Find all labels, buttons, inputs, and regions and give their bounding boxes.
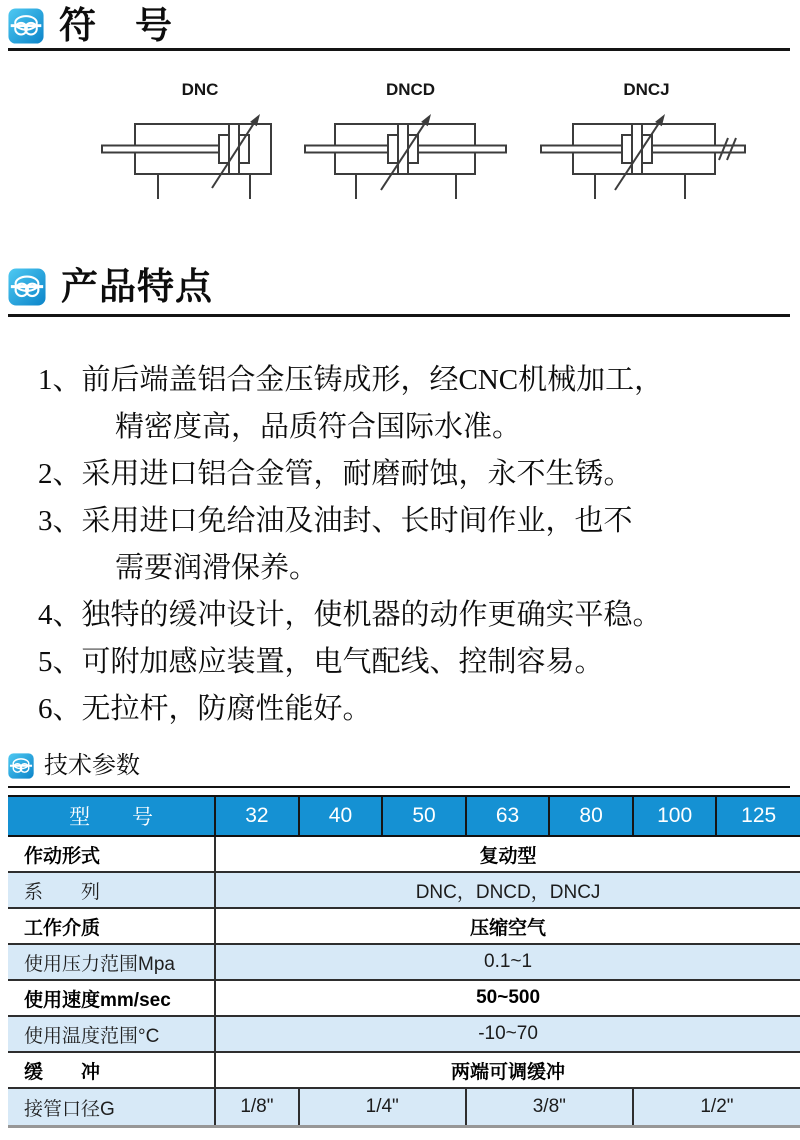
table-row xyxy=(8,908,800,944)
section-header-symbol xyxy=(8,4,790,51)
spec-row-value: 0.1~1 xyxy=(215,944,800,980)
table-row xyxy=(8,872,800,908)
brand-logo-icon xyxy=(8,753,34,779)
feature-text: 前后端盖铝合金压铸成形，经CNC机械加工， xyxy=(81,364,664,396)
spec-row-value: 复动型 xyxy=(215,836,800,872)
feature-text-continued: 精密度高，品质符合国际水准。 xyxy=(115,411,522,443)
column-header-model: 型 号 xyxy=(8,796,215,836)
feature-item xyxy=(38,592,778,639)
feature-number: 1、 xyxy=(38,364,82,396)
feature-text-continued: 需要润滑保养。 xyxy=(115,552,319,584)
feature-text: 无拉杆，防腐性能好。 xyxy=(81,693,372,725)
column-header-size: 80 xyxy=(549,796,633,836)
feature-text: 采用进口免给油及油封、长时间作业，也不 xyxy=(81,505,633,537)
feature-number: 5、 xyxy=(38,646,82,678)
spec-row-value: 两端可调缓冲 xyxy=(215,1052,800,1088)
section-header-specs xyxy=(8,746,790,788)
spec-row-label: 接管口径G xyxy=(8,1088,215,1127)
spec-row-label: 使用速度mm/sec xyxy=(8,980,215,1016)
table-row xyxy=(8,944,800,980)
table-row xyxy=(8,980,800,1016)
diagram-dncd xyxy=(303,80,518,202)
brand-logo-icon xyxy=(8,8,44,44)
cylinder-symbol-dncd xyxy=(303,102,518,202)
feature-number: 6、 xyxy=(38,693,82,725)
column-header-size: 32 xyxy=(215,796,299,836)
feature-item xyxy=(38,451,778,498)
pipe-size-value: 1/8" xyxy=(215,1088,299,1127)
feature-text: 可附加感应装置，电气配线、控制容易。 xyxy=(81,646,604,678)
section-title-symbol: 符 号 xyxy=(59,5,173,47)
spec-row-label: 使用温度范围°C xyxy=(8,1016,215,1052)
feature-number: 2、 xyxy=(38,458,82,490)
pipe-size-value: 1/4" xyxy=(299,1088,466,1127)
feature-number: 4、 xyxy=(38,599,82,631)
spec-row-label: 系 列 xyxy=(8,872,215,908)
column-header-size: 125 xyxy=(716,796,800,836)
feature-item xyxy=(38,686,778,733)
diagram-dncj-label: DNCJ xyxy=(623,80,670,99)
spec-row-value: 50~500 xyxy=(215,980,800,1016)
diagram-dnc xyxy=(100,80,300,202)
feature-text: 独特的缓冲设计，使机器的动作更确实平稳。 xyxy=(81,599,662,631)
table-row xyxy=(8,1016,800,1052)
section-header-features xyxy=(8,260,790,317)
spec-row-label: 使用压力范围Mpa xyxy=(8,944,215,980)
spec-table xyxy=(8,795,800,1128)
table-row xyxy=(8,836,800,872)
column-header-size: 40 xyxy=(299,796,383,836)
feature-item xyxy=(38,498,778,545)
features-list xyxy=(38,357,778,733)
diagram-dncd-label: DNCD xyxy=(385,80,436,99)
feature-item xyxy=(38,639,778,686)
column-header-size: 100 xyxy=(633,796,717,836)
column-header-size: 63 xyxy=(466,796,550,836)
diagram-dnc-label: DNC xyxy=(181,80,219,99)
table-row-pipe-diameter xyxy=(8,1088,800,1127)
table-header-row xyxy=(8,796,800,836)
spec-row-label: 缓 冲 xyxy=(8,1052,215,1088)
column-header-size: 50 xyxy=(382,796,466,836)
feature-item xyxy=(38,357,778,404)
section-title-specs: 技术参数 xyxy=(44,753,140,779)
brand-logo-icon xyxy=(8,268,46,306)
cylinder-symbol-dnc xyxy=(100,102,300,202)
section-title-features: 产品特点 xyxy=(61,266,213,308)
spec-row-label: 工作介质 xyxy=(8,908,215,944)
feature-number: 3、 xyxy=(38,505,82,537)
spec-row-value: DNC，DNCD，DNCJ xyxy=(215,872,800,908)
table-row xyxy=(8,1052,800,1088)
diagram-dncj xyxy=(528,80,765,202)
spec-row-value: -10~70 xyxy=(215,1016,800,1052)
feature-text: 采用进口铝合金管，耐磨耐蚀，永不生锈。 xyxy=(81,458,633,490)
spec-row-label: 作动形式 xyxy=(8,836,215,872)
spec-row-value: 压缩空气 xyxy=(215,908,800,944)
pipe-size-value: 3/8" xyxy=(466,1088,633,1127)
pipe-size-value: 1/2" xyxy=(633,1088,800,1127)
cylinder-symbol-dncj xyxy=(528,102,765,202)
